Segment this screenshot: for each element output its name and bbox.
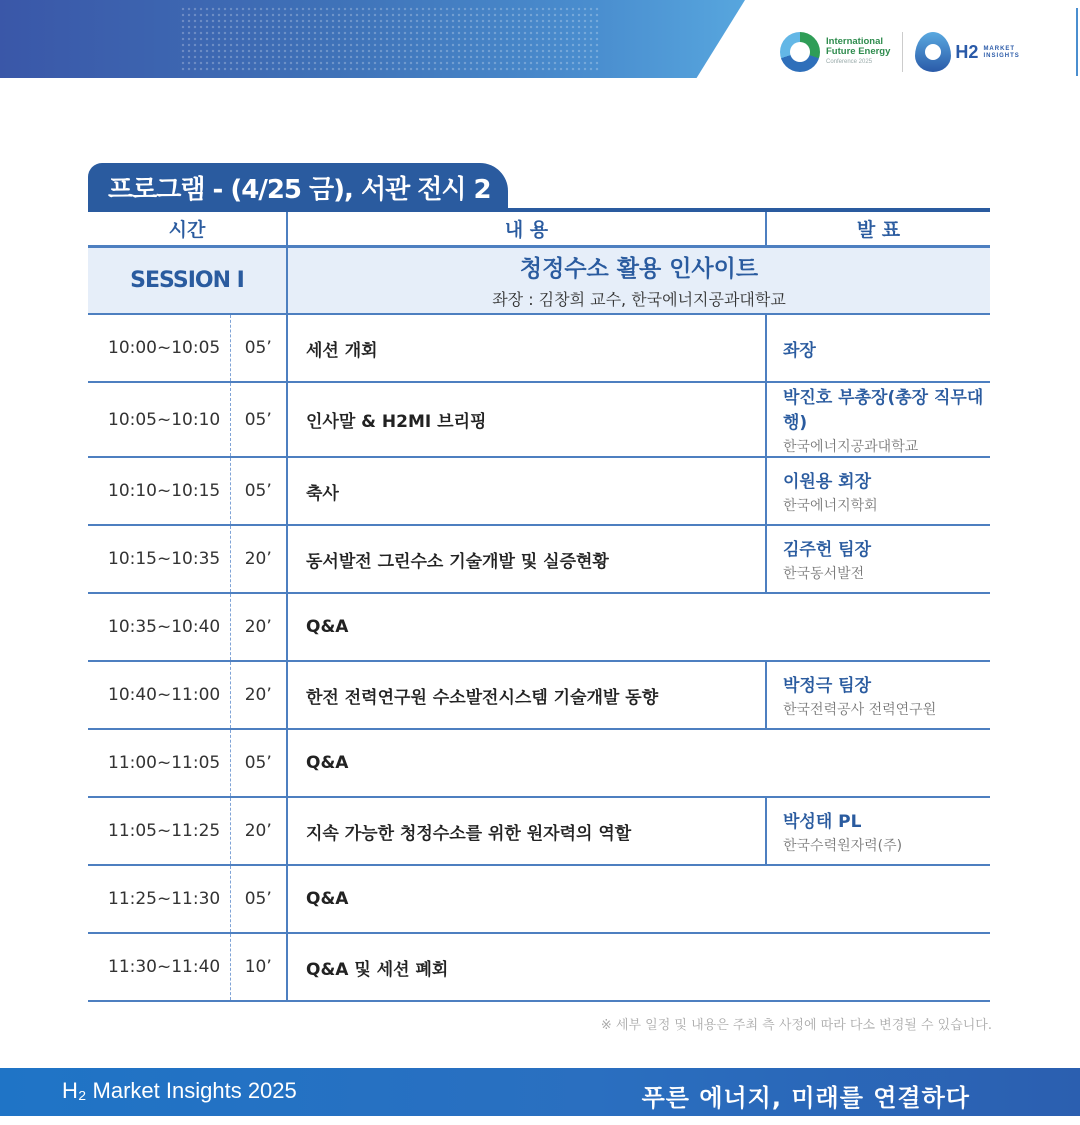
row-content: Q&A xyxy=(287,865,990,933)
row-speaker xyxy=(766,457,990,525)
row-duration: 05’ xyxy=(230,865,287,933)
table-row xyxy=(88,314,990,382)
row-time: 11:25~11:30 xyxy=(88,865,230,933)
speaker-org: 한국수력원자력(주) xyxy=(783,838,903,854)
row-duration: 20’ xyxy=(230,661,287,729)
row-duration: 20’ xyxy=(230,525,287,593)
session-info xyxy=(287,246,990,314)
column-header-content: 내 용 xyxy=(287,210,766,246)
speaker-name: 좌장 xyxy=(783,340,816,361)
row-content: Q&A xyxy=(287,593,990,661)
speaker-org: 한국에너지학회 xyxy=(783,498,878,514)
ife-logo-line-3: Conference 2025 xyxy=(826,59,873,65)
speaker-org: 한국에너지공과대학교 xyxy=(783,439,919,455)
program-title: 프로그램 - (4/25 금), 서관 전시 2홀 xyxy=(108,175,491,242)
row-content: 동서발전 그린수소 기술개발 및 실증현황 xyxy=(287,525,766,593)
footer-brand: H₂ Market Insights 2025 xyxy=(62,1078,297,1103)
row-speaker xyxy=(766,382,990,457)
row-speaker xyxy=(766,797,990,865)
session-title: 청정수소 활용 인사이트 xyxy=(519,256,759,283)
row-speaker xyxy=(766,661,990,729)
speaker-name: 박성태 PL xyxy=(783,812,862,832)
row-speaker xyxy=(766,525,990,593)
row-content: 한전 전력연구원 수소발전시스템 기술개발 동향 xyxy=(287,661,766,729)
column-header-time: 시간 xyxy=(88,210,287,246)
h2mi-logo xyxy=(915,32,1019,72)
row-speaker xyxy=(766,314,990,382)
speaker-name: 박정극 팀장 xyxy=(783,676,872,696)
session-chair: 좌장 : 김창희 교수, 한국에너지공과대학교 xyxy=(492,290,786,310)
speaker-org: 한국동서발전 xyxy=(783,566,865,582)
row-time: 10:15~10:35 xyxy=(88,525,230,593)
speaker-org: 한국전력공사 전력연구원 xyxy=(783,702,937,718)
table-row xyxy=(88,729,990,797)
ife-logo-line-1: International xyxy=(826,36,884,47)
water-drop-icon xyxy=(915,32,951,72)
row-time: 10:35~10:40 xyxy=(88,593,230,661)
h2mi-logo-text: H2 xyxy=(955,41,979,62)
row-duration: 05’ xyxy=(230,729,287,797)
row-time: 10:00~10:05 xyxy=(88,314,230,382)
row-duration: 20’ xyxy=(230,797,287,865)
row-content: 인사말 & H2MI 브리핑 xyxy=(287,382,766,457)
row-time: 11:05~11:25 xyxy=(88,797,230,865)
row-content: Q&A 및 세션 폐회 xyxy=(287,933,990,1001)
row-time: 11:00~11:05 xyxy=(88,729,230,797)
schedule-table xyxy=(88,208,990,1002)
row-content: Q&A xyxy=(287,729,990,797)
header-banner xyxy=(0,0,745,78)
column-header-speaker: 발 표 xyxy=(766,210,990,246)
row-content: 축사 xyxy=(287,457,766,525)
row-time: 11:30~11:40 xyxy=(88,933,230,1001)
footer-slogan: 푸른 에너지, 미래를 연결하다 xyxy=(641,1084,970,1112)
row-duration: 05’ xyxy=(230,457,287,525)
row-duration: 10’ xyxy=(230,933,287,1001)
row-duration: 05’ xyxy=(230,382,287,457)
row-time: 10:40~11:00 xyxy=(88,661,230,729)
row-duration: 20’ xyxy=(230,593,287,661)
footer-bar xyxy=(0,1068,1080,1116)
table-row xyxy=(88,593,990,661)
row-duration: 05’ xyxy=(230,314,287,382)
table-row xyxy=(88,797,990,865)
table-row xyxy=(88,525,990,593)
row-content: 세션 개회 xyxy=(287,314,766,382)
session-label: SESSION Ⅰ xyxy=(88,246,287,314)
logo-area xyxy=(780,24,1020,80)
globe-icon xyxy=(780,32,820,72)
ife-logo xyxy=(780,32,890,72)
speaker-name: 김주헌 팀장 xyxy=(783,540,872,560)
h2mi-logo-small-2: INSIGHTS xyxy=(983,52,1020,59)
speaker-name: 박진호 부총장(총장 직무대행) xyxy=(783,388,984,433)
table-row xyxy=(88,865,990,933)
schedule-note: ※ 세부 일정 및 내용은 주최 측 사정에 따라 다소 변경될 수 있습니다. xyxy=(600,1018,992,1033)
table-row xyxy=(88,661,990,729)
row-time: 10:05~10:10 xyxy=(88,382,230,457)
ife-logo-line-2: Future Energy xyxy=(826,46,891,57)
table-row xyxy=(88,933,990,1001)
table-row xyxy=(88,382,990,457)
speaker-name: 이원용 회장 xyxy=(783,472,872,492)
table-row xyxy=(88,457,990,525)
h2mi-logo-small-1: MARKET xyxy=(983,45,1016,52)
row-time: 10:10~10:15 xyxy=(88,457,230,525)
row-content: 지속 가능한 청정수소를 위한 원자력의 역할 xyxy=(287,797,766,865)
